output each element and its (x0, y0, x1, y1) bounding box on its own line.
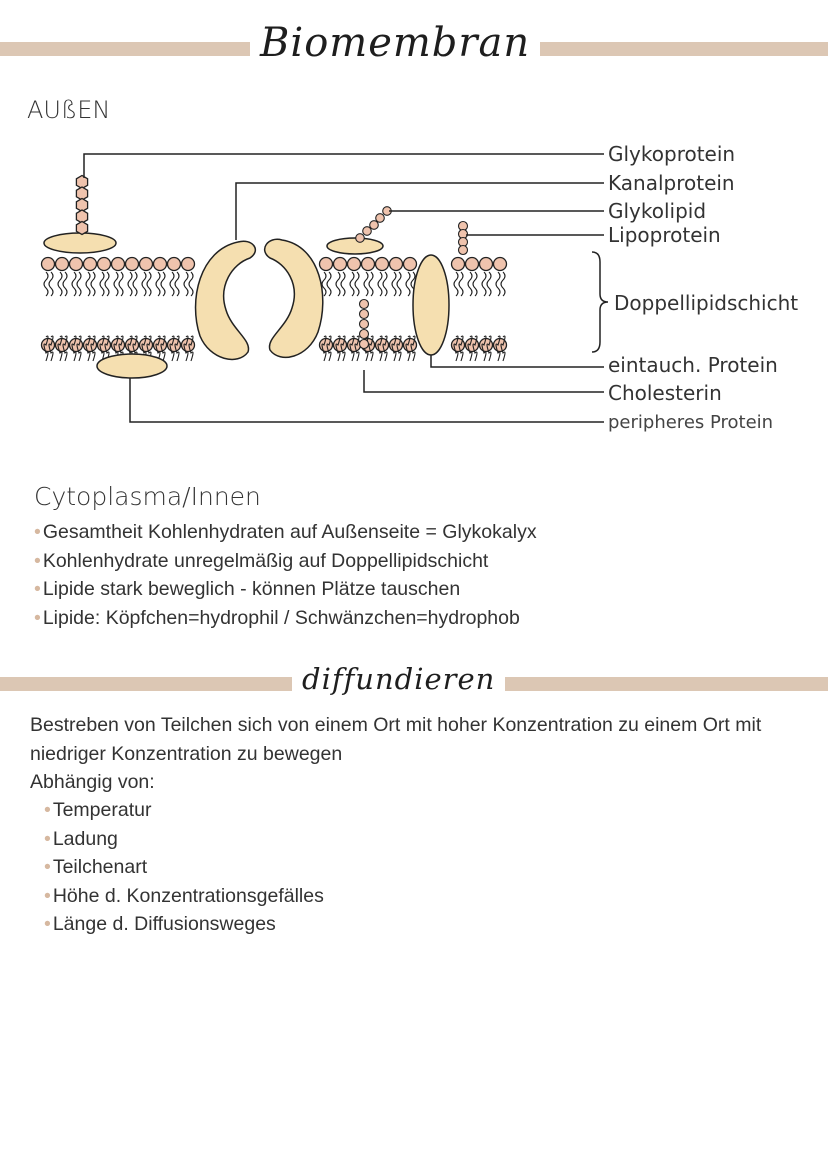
lipid-head (56, 258, 69, 271)
notes-list (34, 518, 537, 632)
label-glykolipid: Glykolipid (608, 199, 707, 223)
channel-protein-right (265, 239, 323, 357)
glycolipid-plate (327, 238, 383, 254)
lipid-head (84, 258, 97, 271)
lipid-tail (114, 272, 123, 296)
lipid-tail (336, 272, 345, 296)
lipid-head (348, 258, 361, 271)
label-kanalprotein: Kanalprotein (608, 171, 735, 195)
lipid-head (140, 258, 153, 271)
lipid-head (154, 258, 167, 271)
bracket-doppellipidschicht (592, 252, 608, 352)
depends-label: Abhängig von: (30, 771, 155, 793)
peripheral-protein-shape (97, 354, 167, 378)
cholesterin-unit (360, 310, 369, 319)
lipid-tail (100, 272, 109, 296)
lipid-tail (142, 272, 151, 296)
cholesterin-unit (360, 300, 369, 309)
factor-item: • Teilchenart (44, 853, 324, 882)
factor-item: • Länge d. Diffusionsweges (44, 910, 324, 939)
lipid-head (404, 258, 417, 271)
glycolipid-sugar (370, 221, 379, 230)
inside-label: Cytoplasma/Innen (34, 482, 261, 511)
lipid-tail (128, 272, 137, 296)
lipid-tail (86, 272, 95, 296)
leader-cholesterin (364, 370, 604, 392)
glycoprotein-shape (44, 233, 116, 253)
lipid-head (376, 258, 389, 271)
lipid-tail (184, 272, 193, 296)
lipid-head (452, 258, 465, 271)
lipid-tail (322, 272, 331, 296)
note-item: • Kohlenhydrate unregelmäßig auf Doppellipidschicht (34, 547, 537, 576)
lipid-tail (482, 272, 491, 296)
label-lipoprotein: Lipoprotein (608, 223, 721, 247)
glycoprotein-sugar (76, 222, 87, 235)
lipid-tail (378, 272, 387, 296)
lipid-tail (454, 272, 463, 296)
cholesterin-unit (360, 330, 369, 339)
outside-label: AUßEN (27, 96, 111, 124)
membrane-diagram (0, 0, 828, 470)
lipid-head (70, 258, 83, 271)
integral-protein-shape (413, 255, 449, 355)
note-item: • Lipide stark beweglich - können Plätze tauschen (34, 575, 537, 604)
factor-item: • Höhe d. Konzentrationsgefälles (44, 882, 324, 911)
lipid-head (168, 258, 181, 271)
lipid-head (334, 258, 347, 271)
lipid-tail (468, 272, 477, 296)
label-eintauch-protein: eintauch. Protein (608, 353, 778, 377)
label-glykoprotein: Glykoprotein (608, 142, 736, 166)
factor-list (44, 796, 324, 939)
lipid-tail (156, 272, 165, 296)
label-peripheres-protein: peripheres Protein (608, 412, 774, 433)
leader-peripheres-protein (130, 378, 604, 422)
lipid-head (42, 258, 55, 271)
lipid-head (466, 258, 479, 271)
factor-item: • Temperatur (44, 796, 324, 825)
page-title: Biomembran (250, 20, 540, 66)
note-item: • Lipide: Köpfchen=hydrophil / Schwänzchen=hydrophob (34, 604, 537, 633)
lipid-tail (392, 272, 401, 296)
lipid-head (362, 258, 375, 271)
diffusion-definition: Bestreben von Teilchen sich von einem Ort mit hoher Konzentration zu einem Ort mit niedriger Konzentration zu bewegen (30, 714, 762, 765)
label-doppellipidschicht: Doppellipidschicht (614, 291, 799, 315)
lipid-head (390, 258, 403, 271)
membrane-proteins (44, 233, 449, 378)
leader-glykoprotein (84, 154, 604, 178)
lipid-tail (496, 272, 505, 296)
lipid-head (112, 258, 125, 271)
label-cholesterin: Cholesterin (608, 381, 722, 405)
lipid-head (126, 258, 139, 271)
glycolipid-sugar (356, 234, 365, 243)
cholesterin-unit (360, 340, 369, 349)
lipid-tail (364, 272, 373, 296)
lipid-tail (72, 272, 81, 296)
lipid-tail (44, 272, 53, 296)
lipid-head (98, 258, 111, 271)
channel-protein-left (196, 241, 256, 359)
lipid-head (320, 258, 333, 271)
lipid-head (494, 258, 507, 271)
lipid-head (182, 258, 195, 271)
factor-item: • Ladung (44, 825, 324, 854)
glycolipid-sugar (363, 227, 372, 236)
note-item: • Gesamtheit Kohlenhydraten auf Außenseite = Glykokalyx (34, 518, 537, 547)
cholesterin-unit (360, 320, 369, 329)
lipid-tail (350, 272, 359, 296)
lipid-tail (170, 272, 179, 296)
lipid-head (480, 258, 493, 271)
lipid-tail (58, 272, 67, 296)
lipoprotein-sugar (459, 246, 468, 255)
section-title-diffusion: diffundieren (292, 662, 505, 696)
glycolipid-sugar (376, 214, 385, 223)
